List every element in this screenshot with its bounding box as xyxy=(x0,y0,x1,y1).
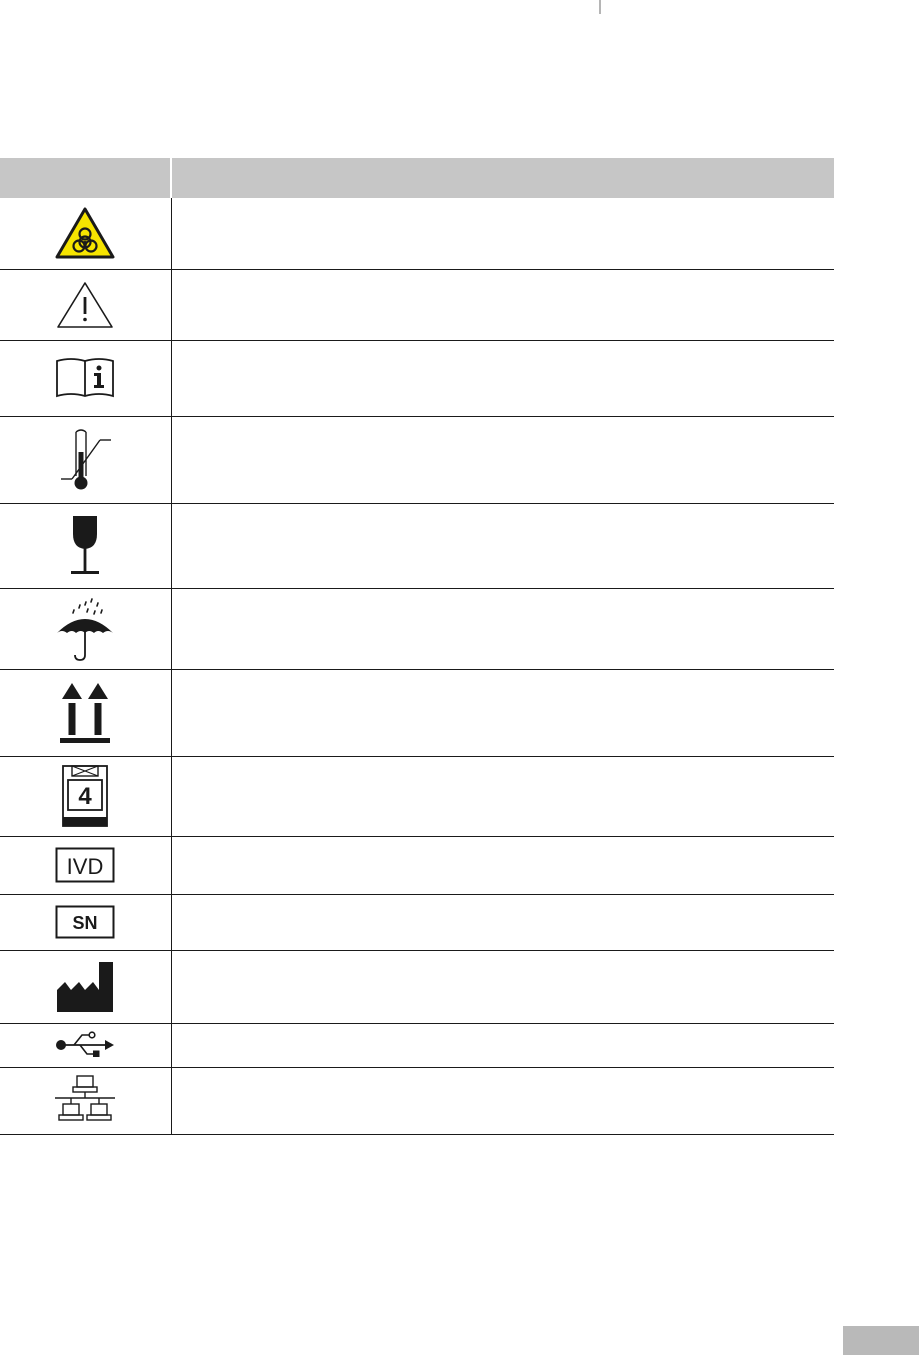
warning-triangle-icon xyxy=(55,280,115,330)
table-row xyxy=(0,894,834,950)
row-description xyxy=(171,269,834,340)
table-header-row xyxy=(0,158,834,198)
table-row xyxy=(0,416,834,503)
table-row xyxy=(0,669,834,756)
table-row xyxy=(0,269,834,340)
header-tick-mark xyxy=(599,0,601,14)
symbol-table xyxy=(0,158,834,1135)
table-row xyxy=(0,950,834,1023)
serial-number-icon xyxy=(55,905,115,939)
row-description xyxy=(171,198,834,269)
this-way-up-icon xyxy=(58,681,112,745)
header-description-cell xyxy=(171,158,834,198)
row-description xyxy=(171,836,834,894)
row-description xyxy=(171,588,834,669)
consult-instructions-icon xyxy=(53,356,117,400)
keep-dry-icon xyxy=(54,597,116,661)
row-description xyxy=(171,1023,834,1067)
table-row xyxy=(0,340,834,416)
stacking-limit-icon xyxy=(61,764,109,828)
table-row xyxy=(0,1023,834,1067)
table-row xyxy=(0,198,834,269)
row-description xyxy=(171,669,834,756)
stacking-limit-number: 4 xyxy=(78,783,92,810)
table-row xyxy=(0,836,834,894)
row-description xyxy=(171,340,834,416)
sn-label: SN xyxy=(72,913,98,933)
row-description xyxy=(171,950,834,1023)
page-number-tab xyxy=(843,1326,919,1355)
row-description xyxy=(171,894,834,950)
temperature-limit-icon xyxy=(55,428,115,492)
ivd-icon xyxy=(55,847,115,883)
row-description xyxy=(171,503,834,588)
row-description xyxy=(171,416,834,503)
manufacturer-icon xyxy=(55,960,115,1014)
table-row xyxy=(0,1067,834,1134)
table-row xyxy=(0,756,834,836)
fragile-icon xyxy=(65,514,105,578)
row-description xyxy=(171,1067,834,1134)
row-description xyxy=(171,756,834,836)
table-row xyxy=(0,503,834,588)
ivd-label: IVD xyxy=(66,854,104,879)
usb-icon xyxy=(54,1031,116,1059)
biohazard-icon xyxy=(54,206,116,260)
table-row xyxy=(0,588,834,669)
header-symbol-cell xyxy=(0,158,171,198)
network-icon xyxy=(53,1074,117,1128)
